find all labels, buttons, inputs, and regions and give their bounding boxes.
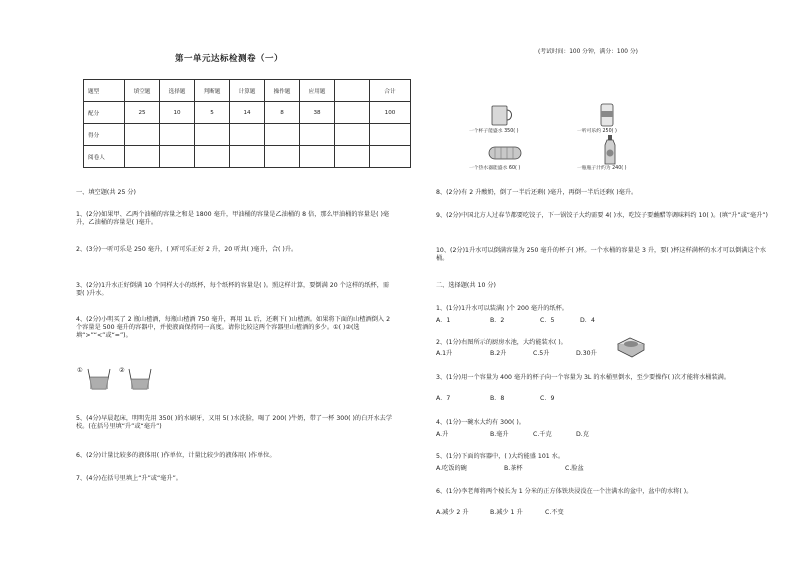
choice-1-option-d[interactable]: D．4 <box>580 317 595 324</box>
choice-4-option-b[interactable]: B.毫升 <box>490 431 509 438</box>
table-cell: 填空题 <box>125 80 160 102</box>
choice-6: 6、(1分)李老师将两个棱长为 1 分米的正方体铁块浸没在一个注满水的盆中，盆中的水将( )。 <box>436 488 693 495</box>
table-cell[interactable] <box>265 124 300 146</box>
choice-5-option-b[interactable]: B.茶杯 <box>504 465 523 472</box>
table-cell[interactable] <box>370 146 411 168</box>
choice-2: 2、(1分)右图所示的厨房水池，大约能装水( )。 <box>436 339 567 346</box>
choice-4: 4、(1分)一碗水大约有 300( )。 <box>436 419 525 426</box>
figure-label-1: ① <box>77 367 83 374</box>
table-row <box>84 124 411 146</box>
question-1: 1、(2分)如果甲、乙两个油桶的容量之和是 1800 毫升，甲油桶的容量是乙油桶的 8 倍，那么甲油桶的容量是( )毫升，乙油桶的容量是( )毫升。 <box>76 211 390 226</box>
choice-4-option-c[interactable]: C.千克 <box>533 431 552 438</box>
table-cell[interactable] <box>370 124 411 146</box>
choice-6-option-b[interactable]: B.减少 1 升 <box>490 509 523 516</box>
section-heading-fill: 一、填空题(共 25 分) <box>76 189 136 196</box>
choice-3: 3、(1分)用一个容量为 400 毫升的杯子向一个容量为 3L 的水桶里倒水，至少要操作( )次才能将水桶装满。 <box>436 374 731 381</box>
table-cell[interactable] <box>160 124 195 146</box>
choice-3-option-c[interactable]: C．9 <box>540 395 555 402</box>
table-row <box>84 146 411 168</box>
pic-caption-bottle: 一瓶瓶子汁约为 240( ) <box>577 166 627 171</box>
choice-5-option-c[interactable]: C.脸盆 <box>565 465 584 472</box>
table-cell: 合计 <box>370 80 411 102</box>
question-3: 3、(2分)1升水正好倒满 10 个同样大小的纸杯，每个纸杯的容量是( )。照这样计算，要倒满 20 个这样的纸杯，需要( )升水。 <box>76 282 390 297</box>
choice-5-option-a[interactable]: A.吃饭的碗 <box>436 465 467 472</box>
table-cell[interactable] <box>230 146 265 168</box>
table-cell: 计算题 <box>230 80 265 102</box>
question-6: 6、(2分)计量比较多的液体用( )作单位，计量比较少的液体用( )作单位。 <box>76 452 276 459</box>
table-cell: 选择题 <box>160 80 195 102</box>
question-4: 4、(2分)小明买了 2 瓶山楂酒，每瓶山楂酒 750 毫升，再用 1L 后，还剩下( )山楂酒。如果将下面的山楂酒倒入 2 个容量是 500 毫升的容器中，并使液面保持同一高度。请你比较这两个容器里山楂酒的多少。①( )②(选填“>”“<”或“=”)。 <box>76 316 391 339</box>
exam-info: (考试时间：100 分钟，满分：100 分) <box>538 49 638 55</box>
bottle-icon <box>602 133 618 167</box>
table-cell: 操作题 <box>265 80 300 102</box>
table-cell: 判断题 <box>195 80 230 102</box>
table-cell: 5 <box>195 102 230 124</box>
table-cell[interactable] <box>230 124 265 146</box>
choice-1-option-a[interactable]: A．1 <box>436 317 451 324</box>
table-cell: 题型 <box>84 80 125 102</box>
question-5: 5、(4分)早晨起床，明明先用 350( )的水刷牙，又用 5( )水洗脸，喝了 200( )牛奶，带了一杯 300( )的白开水去学校。(在括号里填“升”或“毫升”) <box>76 415 393 430</box>
table-cell[interactable] <box>300 146 335 168</box>
score-table <box>83 79 411 168</box>
table-cell: 得分 <box>84 124 125 146</box>
table-cell: 14 <box>230 102 265 124</box>
table-cell: 应用题 <box>300 80 335 102</box>
question-10: 10、(2分)1升水可以倒满容量为 250 毫升的杯子( )杯。一个水桶的容量是 3 升，要( )杯这样满杯的水才可以倒满这个水桶。 <box>436 247 767 262</box>
choice-2-option-c[interactable]: C.5升 <box>533 350 550 357</box>
table-cell[interactable] <box>300 124 335 146</box>
table-cell[interactable] <box>195 146 230 168</box>
choice-3-option-a[interactable]: A．7 <box>436 395 451 402</box>
choice-1: 1、(1分)1升水可以装满( )个 200 毫升的纸杯。 <box>436 305 568 312</box>
table-cell: 100 <box>370 102 411 124</box>
table-row <box>84 102 411 124</box>
choice-6-option-a[interactable]: A.减少 2 升 <box>436 509 469 516</box>
table-cell: 8 <box>265 102 300 124</box>
choice-6-option-c[interactable]: C.不变 <box>545 509 564 516</box>
question-2: 2、(3分)一听可乐是 250 毫升，( )听可乐正好 2 升，20 听共( )毫升，合( )升。 <box>76 246 298 253</box>
table-row <box>84 80 411 102</box>
choice-2-option-a[interactable]: A.1升 <box>436 350 453 357</box>
table-cell[interactable] <box>335 124 370 146</box>
table-cell: 阅卷人 <box>84 146 125 168</box>
choice-4-option-a[interactable]: A.升 <box>436 431 449 438</box>
choice-4-option-d[interactable]: D.克 <box>576 431 589 438</box>
table-cell[interactable] <box>265 146 300 168</box>
table-cell[interactable] <box>125 124 160 146</box>
table-cell: 10 <box>160 102 195 124</box>
pic-caption-heater: 一个热水器能盛水 60( ) <box>469 166 521 171</box>
choice-5: 5、(1分)下面的容器中，( )大约能盛 101 水。 <box>436 453 565 460</box>
beaker-icon <box>126 367 154 391</box>
pic-caption-cola: 一听可乐约 250( ) <box>577 129 617 134</box>
beaker-icon <box>85 367 113 391</box>
question-9: 9、(2分)中国北方人过春节都要吃饺子，下一锅饺子大约需要 4( )水，吃饺子要蘸醋等调味料约 10( )。(填“升”或“毫升”) <box>436 212 768 219</box>
section-heading-choice: 二、选择题(共 10 分) <box>436 282 496 289</box>
choice-2-option-d[interactable]: D.30升 <box>576 350 597 357</box>
pic-caption-cup: 一个杯子能盛水 350( ) <box>469 129 519 134</box>
cup-icon <box>489 103 515 127</box>
question-7: 7、(4分)在括号里填上“升”或“毫升”。 <box>76 475 182 482</box>
page-title: 第一单元达标检测卷（一） <box>175 54 284 64</box>
choice-2-option-b[interactable]: B.2升 <box>490 350 507 357</box>
choice-1-option-b[interactable]: B．2 <box>490 317 505 324</box>
figure-label-2: ② <box>119 367 125 374</box>
table-cell <box>335 80 370 102</box>
table-cell <box>335 102 370 124</box>
table-cell[interactable] <box>335 146 370 168</box>
table-cell: 配分 <box>84 102 125 124</box>
question-8: 8、(2分)有 2 升酸奶，倒了一半后还剩( )毫升，再倒一半后还剩( )毫升。 <box>436 189 638 196</box>
table-cell: 25 <box>125 102 160 124</box>
cola-can-icon <box>598 102 616 128</box>
table-cell[interactable] <box>125 146 160 168</box>
table-cell[interactable] <box>160 146 195 168</box>
water-heater-icon <box>485 143 525 163</box>
table-cell: 38 <box>300 102 335 124</box>
sink-icon <box>616 336 646 360</box>
table-cell[interactable] <box>195 124 230 146</box>
choice-3-option-b[interactable]: B．8 <box>490 395 505 402</box>
choice-1-option-c[interactable]: C．5 <box>540 317 555 324</box>
